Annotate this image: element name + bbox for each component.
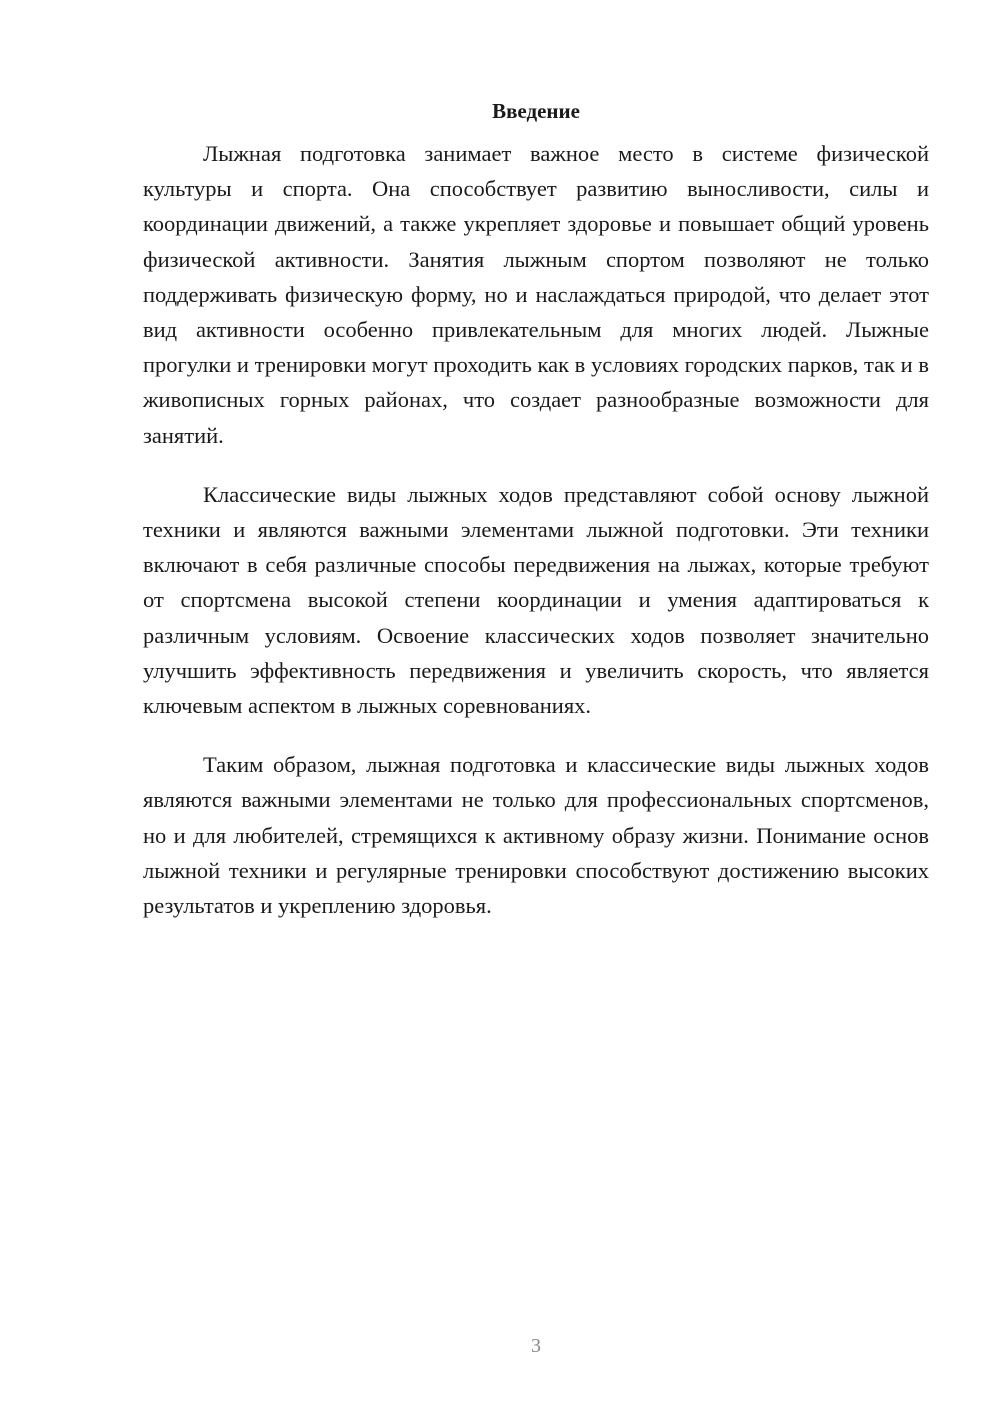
section-title: Введение [492, 99, 580, 123]
paragraph-2: Классические виды лыжных ходов представляют собой основу лыжной техники и являются важными элементами лыжной подготовки. Эти техники включают в себя различные способы передвижения на лыжах, которые требуют от спортсмена высокой степени координации и умения адаптироваться к различным условиям. Освоение классических ходов позволяет значительно улучшить эффективность передвижения и увеличить скорость, что является ключевым аспектом в лыжных соревнованиях. [143, 481, 929, 719]
paragraph-1: Лыжная подготовка занимает важное место в системе физической культуры и спорта. Она способствует развитию выносливости, силы и координации движений, а также укрепляет здоровье и повышает общий уровень физической активности. Занятия лыжным спортом позволяют не только поддерживать физическую форму, но и наслаждаться природой, что делает этот вид активности особенно привлекательным для многих людей. Лыжные прогулки и тренировки могут проходить как в условиях городских парков, так и в живописных горных районах, что создает разнообразные возможности для занятий. [143, 141, 929, 448]
paragraph-3: Таким образом, лыжная подготовка и классические виды лыжных ходов являются важными элементами не только для профессиональных спортсменов, но и для любителей, стремящихся к активному образу жизни. Понимание основ лыжной техники и регулярные тренировки способствуют достижению высоких результатов и укреплению здоровья. [143, 752, 929, 919]
page-number: 3 [531, 1335, 541, 1357]
page-content [143, 96, 929, 947]
